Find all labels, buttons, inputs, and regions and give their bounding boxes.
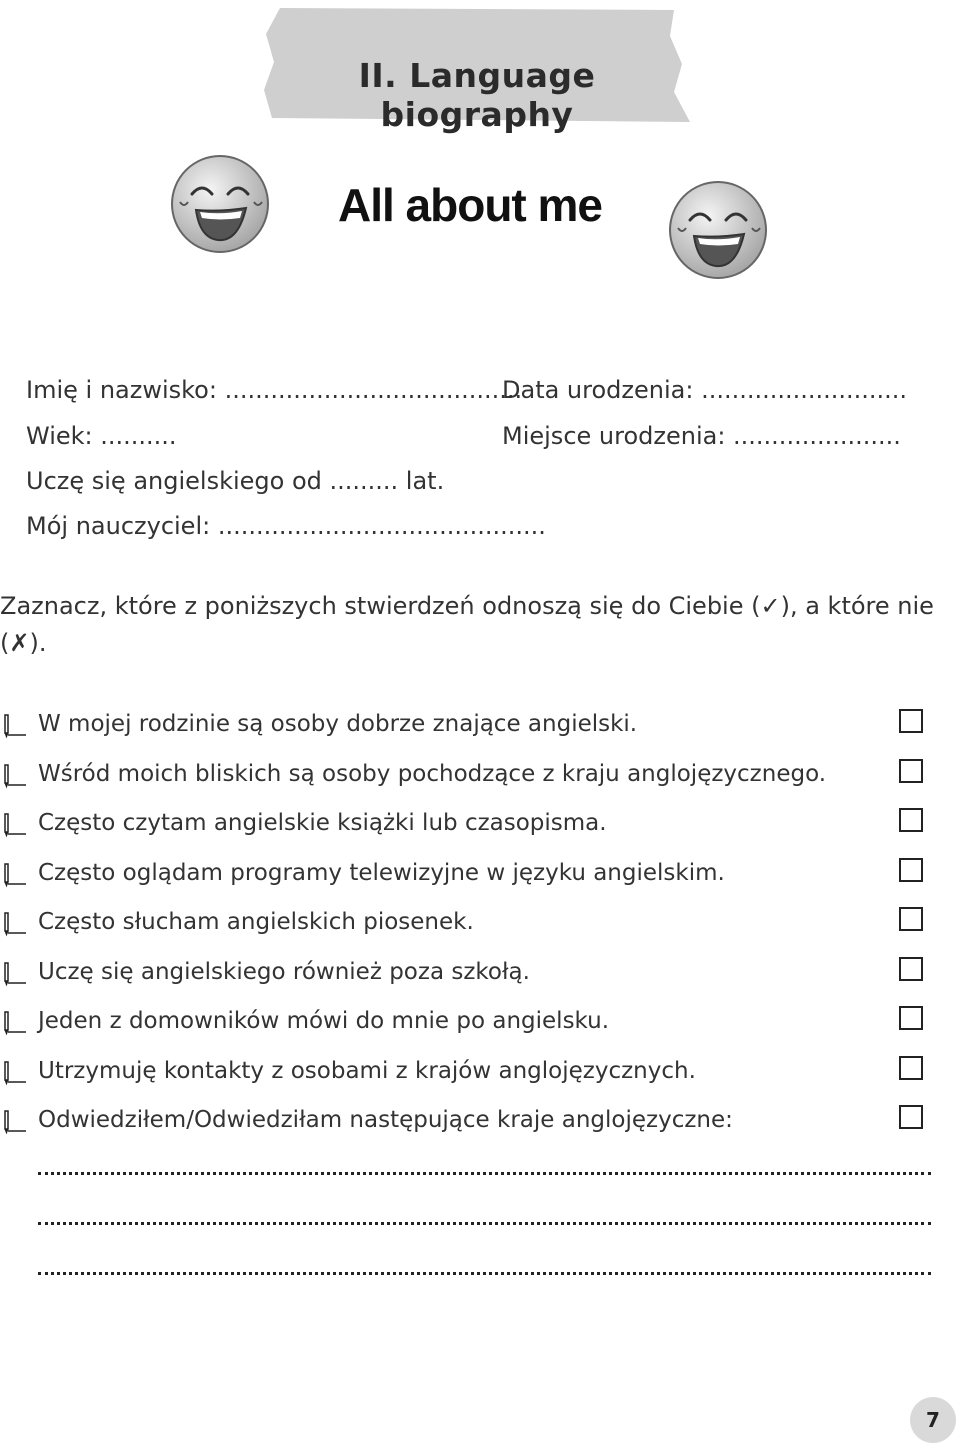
pencil-icon [2, 1060, 28, 1090]
statement-text: Utrzymuję kontakty z osobami z krajów anglojęzycznych. [38, 1057, 696, 1084]
statement-row [0, 808, 960, 848]
page-number: 7 [910, 1397, 956, 1443]
smiley-face-icon [168, 152, 272, 256]
statement-text: Odwiedziłem/Odwiedziłam następujące kraje anglojęzyczne: [38, 1107, 733, 1133]
pencil-icon [2, 961, 28, 991]
birth-place-field[interactable]: Miejsce urodzenia: ...................... [502, 422, 901, 450]
instruction-text: Zaznacz, które z poniższych stwierdzeń odnoszą się do Ciebie (✓), a które nie (✗). [0, 592, 934, 657]
age-field[interactable]: Wiek: .......... [26, 422, 177, 450]
pencil-icon [2, 713, 28, 743]
statement-row [0, 957, 960, 997]
statement-text: W mojej rodzinie są osoby dobrze znające angielski. [38, 711, 638, 737]
statement-checkbox[interactable] [899, 957, 923, 981]
statement-checkbox[interactable] [899, 1105, 923, 1129]
pencil-icon [2, 1010, 28, 1040]
pencil-icon [2, 763, 28, 793]
statement-row [0, 907, 960, 947]
pencil-icon [2, 911, 28, 941]
answer-line[interactable] [38, 1222, 931, 1225]
statement-checkbox[interactable] [899, 858, 923, 882]
statement-checkbox[interactable] [899, 808, 923, 832]
answer-line[interactable] [38, 1172, 931, 1175]
statement-row [0, 709, 960, 749]
statement-text: Często oglądam programy telewizyjne w języku angielskim. [38, 859, 725, 886]
birth-date-field[interactable]: Data urodzenia: ........................... [502, 376, 908, 404]
pencil-icon [2, 862, 28, 892]
statement-row [0, 858, 960, 898]
teacher-field[interactable]: Mój nauczyciel: ........................................... [26, 512, 546, 540]
smiley-face-icon [666, 178, 770, 282]
pencil-icon [2, 812, 28, 842]
page-title: All about me [337, 179, 603, 231]
answer-line[interactable] [38, 1272, 931, 1275]
statement-checkbox[interactable] [899, 1056, 923, 1080]
statement-row [0, 1105, 960, 1145]
section-banner [262, 6, 692, 134]
learning-since-field[interactable]: Uczę się angielskiego od ......... lat. [26, 467, 445, 495]
statement-row [0, 1006, 960, 1046]
statement-row [0, 759, 960, 799]
statement-row [0, 1056, 960, 1096]
statement-checkbox[interactable] [899, 709, 923, 733]
statement-checkbox[interactable] [899, 1006, 923, 1030]
section-title: II. Language biography [358, 56, 596, 134]
statement-checkbox[interactable] [899, 907, 923, 931]
statement-text: Wśród moich bliskich są osoby pochodzące z kraju anglojęzycznego. [38, 760, 827, 787]
statement-text: Często słucham angielskich piosenek. [38, 909, 474, 935]
statement-checkbox[interactable] [899, 759, 923, 783]
statement-text: Uczę się angielskiego również poza szkołą. [38, 958, 530, 985]
pencil-icon [2, 1109, 28, 1139]
name-field[interactable]: Imię i nazwisko: ....................................... [26, 376, 523, 404]
statement-text: Często czytam angielskie książki lub czasopisma. [38, 810, 607, 836]
statement-text: Jeden z domowników mówi do mnie po angielsku. [38, 1008, 610, 1034]
